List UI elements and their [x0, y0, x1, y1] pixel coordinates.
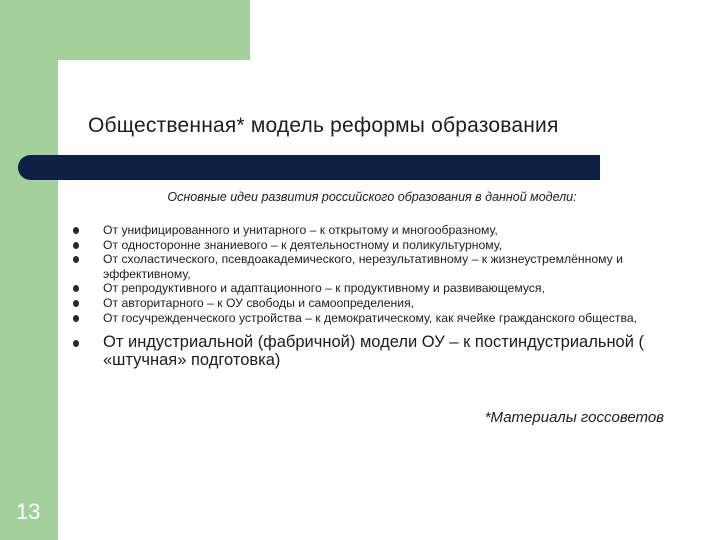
list-item-text: От схоластического, псевдоакадемического, нерезультативному – к жизнеустремлённому и эффективному, [103, 252, 623, 281]
bullet-dot-icon [73, 227, 79, 234]
list-item [73, 252, 673, 281]
list-item-text: От репродуктивного и адаптационного – к продуктивному и развивающемуся, [103, 281, 545, 296]
slide-title: Общественная* модель реформы образования [88, 114, 559, 137]
list-item [73, 223, 673, 238]
list-item-text: От унифицированного и унитарного – к открытому и многообразному, [103, 223, 498, 237]
left-accent-bar [0, 0, 58, 540]
highlight-list-item-text: От индустриальной (фабричной) модели ОУ – к постиндустриальной ( «штучная» подготовка) [103, 333, 645, 369]
bullet-dot-icon [73, 300, 79, 307]
list-item-text: От авторитарного – к ОУ свободы и самоопределения, [103, 295, 415, 310]
highlight-list-item [73, 334, 673, 369]
list-item [73, 311, 673, 326]
page-number: 13 [16, 499, 41, 524]
bullet-list [73, 223, 673, 369]
bullet-dot-icon [73, 242, 79, 249]
list-item [73, 281, 673, 296]
list-item-text: От госучрежденческого устройства – к демократическому, как ячейке гражданского общества, [103, 310, 638, 325]
bullet-dot-icon [73, 315, 79, 322]
list-item [73, 238, 673, 253]
top-accent-bar [0, 0, 250, 60]
slide-subtitle: Основные идеи развития российского образования в данной модели: [167, 190, 577, 204]
list-item [73, 296, 673, 311]
bullet-dot-icon [73, 256, 79, 263]
bullet-dot-icon [73, 285, 79, 292]
title-divider-bar [18, 155, 600, 180]
bullet-dot-icon [73, 340, 79, 347]
footnote: *Материалы госсоветов [484, 409, 664, 426]
list-item-text: От односторонне знаниевого – к деятельностному и поликультурному, [103, 237, 503, 252]
